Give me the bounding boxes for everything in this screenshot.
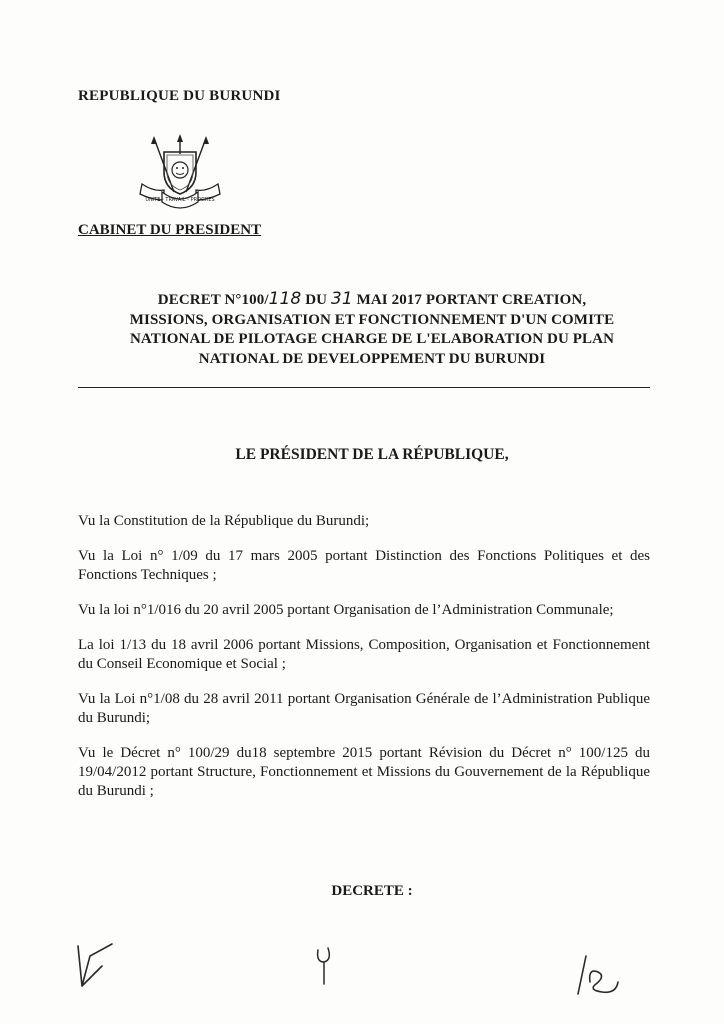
initial-mark-icon [72, 936, 120, 996]
visa-item: Vu le Décret n° 100/29 du18 septembre 2015 portant Révision du Décret n° 100/125 du 19/04/2012 portant Structure, Fonctionnement et Missions du Gouvernement de la République du Burundi ; [78, 745, 650, 799]
initial-mark-icon [572, 952, 624, 996]
visa-item: Vu la loi n°1/016 du 20 avril 2005 portant Organisation de l’Administration Communale; [78, 602, 614, 618]
title-rest-line-1: MAI 2017 PORTANT CREATION, [352, 292, 587, 308]
initial-mark-icon [312, 944, 336, 988]
visa-item: Vu la Constitution de la République du Burundi; [78, 513, 370, 529]
title-prefix: DECRET N°100/ [157, 292, 269, 308]
president-heading: LE PRÉSIDENT DE LA RÉPUBLIQUE, [235, 446, 509, 463]
country-heading: REPUBLIQUE DU BURUNDI [78, 88, 281, 104]
decrete-heading: DECRETE : [331, 883, 413, 899]
decree-title [78, 290, 666, 369]
handwritten-day: 31 [330, 289, 353, 309]
visa-item: Vu la Loi n°1/08 du 28 avril 2011 portant Organisation Générale de l’Administration Publique du Burundi; [78, 691, 650, 726]
emblem-motto: UNITE - TRAVAIL - PROGRES [145, 197, 215, 203]
visa-list [78, 512, 650, 817]
cabinet-heading: CABINET DU PRESIDENT [78, 222, 262, 238]
title-line-3: NATIONAL DE PILOTAGE CHARGE DE L'ELABORATION DU PLAN [129, 331, 614, 347]
title-divider [78, 387, 650, 388]
title-line-2: MISSIONS, ORGANISATION ET FONCTIONNEMENT D'UN COMITE [129, 311, 615, 328]
handwritten-decree-number: 118 [268, 289, 302, 309]
title-line-1 [78, 290, 666, 311]
visa-item: La loi 1/13 du 18 avril 2006 portant Missions, Composition, Organisation et Fonctionnement du Conseil Economique et Social ; [78, 637, 650, 672]
coat-of-arms-icon [134, 134, 226, 210]
visa-item: Vu la Loi n° 1/09 du 17 mars 2005 portant Distinction des Fonctions Politiques et des Fonctions Techniques ; [78, 548, 650, 583]
title-line-4: NATIONAL DE DEVELOPPEMENT DU BURUNDI [198, 350, 546, 367]
title-du: DU [301, 292, 331, 308]
